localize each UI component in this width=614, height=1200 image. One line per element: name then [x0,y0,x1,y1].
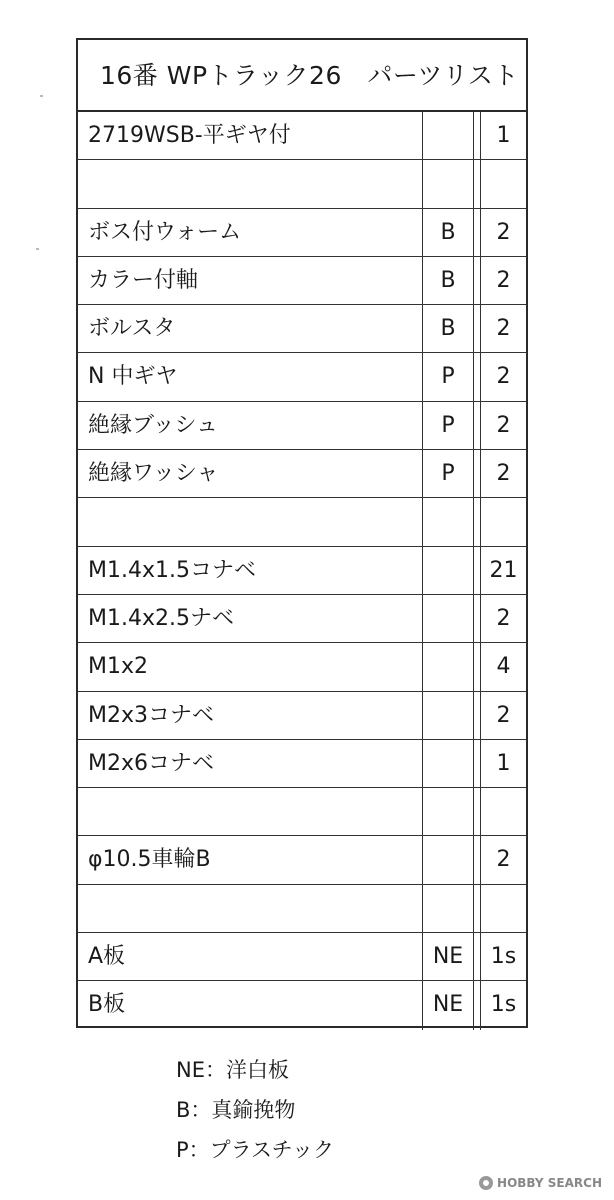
part-material: P [422,402,474,449]
part-quantity: 1 [480,112,526,159]
table-row [78,305,526,353]
parts-list-title: 16番 WPトラック26 パーツリスト [78,40,526,112]
watermark-text: HOBBY SEARCH [497,1176,602,1190]
table-row [78,402,526,450]
part-name: M2x3コナベ [88,702,214,728]
table-row [78,547,526,595]
part-name: ボス付ウォーム [88,219,242,245]
table-row [78,836,526,884]
part-name: φ10.5車輪B [88,847,211,873]
table-row [78,160,526,208]
part-quantity: 2 [480,305,526,352]
part-quantity: 4 [480,643,526,690]
part-quantity [480,788,526,835]
part-material: P [422,450,474,497]
part-material [422,885,474,932]
part-name: 絶縁ブッシュ [88,412,219,438]
part-name: 絶縁ワッシャ [88,461,219,487]
part-material: NE [422,981,474,1029]
table-row [78,257,526,305]
table-row [78,933,526,981]
table-row [78,209,526,257]
part-material [422,498,474,545]
part-quantity: 2 [480,595,526,642]
table-row [78,740,526,788]
table-row [78,885,526,933]
table-row [78,353,526,401]
part-name: 2719WSB-平ギヤ付 [88,123,291,148]
part-material: B [422,209,474,256]
table-row [78,112,526,160]
part-material [422,643,474,690]
part-material [422,547,474,594]
legend-item: NE：洋白板 [176,1058,289,1082]
part-material: P [422,353,474,400]
part-quantity: 2 [480,450,526,497]
table-row [78,498,526,546]
part-material [422,836,474,883]
part-material [422,595,474,642]
hobby-search-logo-icon [479,1176,493,1190]
part-material [422,740,474,787]
part-quantity: 2 [480,257,526,304]
part-material: B [422,257,474,304]
part-material [422,112,474,159]
parts-table [78,112,526,1030]
part-name: N 中ギヤ [88,364,178,390]
part-quantity [480,498,526,545]
table-row [78,450,526,498]
part-quantity: 2 [480,692,526,739]
legend-item: P：プラスチック [176,1138,334,1162]
legend-item: B：真鍮挽物 [176,1098,296,1122]
part-name: M1x2 [88,654,148,680]
table-row [78,788,526,836]
part-name: B板 [88,992,126,1018]
table-row [78,981,526,1029]
part-quantity: 2 [480,209,526,256]
part-quantity: 1 [480,740,526,787]
table-row [78,643,526,691]
part-name: A板 [88,944,126,970]
part-quantity [480,160,526,207]
table-row [78,692,526,740]
part-quantity: 2 [480,353,526,400]
parts-list-sheet [76,38,528,1028]
part-name: M1.4x2.5ナベ [88,605,234,631]
part-name: ボルスタ [88,316,176,342]
part-name: M2x6コナベ [88,750,214,776]
part-name: カラー付軸 [88,267,199,293]
part-material: NE [422,933,474,980]
hobby-search-watermark [479,1176,602,1190]
part-quantity: 1s [480,981,526,1029]
part-name: M1.4x1.5コナベ [88,557,256,583]
part-quantity: 2 [480,402,526,449]
part-quantity: 1s [480,933,526,980]
part-quantity: 2 [480,836,526,883]
part-material [422,788,474,835]
part-material: B [422,305,474,352]
material-legend [176,1050,334,1170]
part-material [422,160,474,207]
part-quantity [480,885,526,932]
part-quantity: 21 [480,547,526,594]
table-row [78,595,526,643]
part-material [422,692,474,739]
